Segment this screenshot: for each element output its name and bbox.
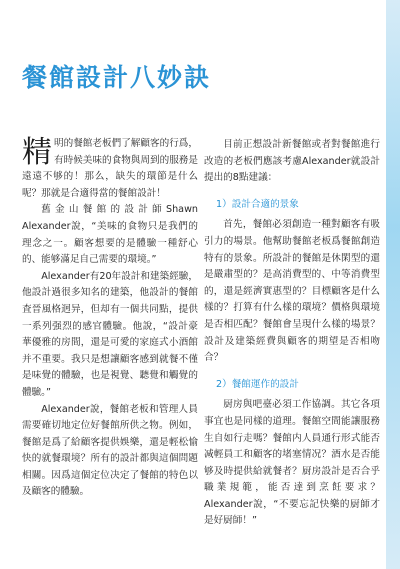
paragraph-intro-text: 明的餐館老板們了解顧客的行爲，有時候美味的食物與周到的服務是遠遠不够的！那么，缺失的環節是什么呢？那就是合適得當的餐館設計！ [22, 138, 198, 199]
section-heading-scene: 1）設計合適的景象 [216, 198, 299, 210]
left-column [22, 136, 198, 501]
drop-cap: 精 [22, 135, 52, 170]
paragraph-positioning: Alexander說，餐館老板和管理人員需要確切地定位好餐館所供之物。例如，餐館是爲了給顧客提供娛樂，還是輕松愉快的就餐環境？所有的設計都與這個問題相關。因爲這個定位决定了餐館的特色以及顧客的體驗。 [22, 403, 198, 498]
page-title: 餐館設計八妙訣 [22, 63, 212, 92]
paragraph-suggestions-intro: 目前正想設計新餐館或者對餐館進行改造的老板們應該考慮Alexander就設計提出的8點建議： [204, 139, 380, 184]
section-body-operation: 厨房與吧臺必須工作協調。其它各項事宜也是同樣的道理。餐館空間能讓服務生自如行走嗎？餐館内人員通行形式能否减輕員工和顧客的堵塞情况？酒水是否能够及時提供給就餐者？厨房設計是否合乎職業規範，能否達到烹飪要求？Alexander說，“不要忘記快樂的厨師才是好厨師！” [204, 399, 380, 527]
section-heading-operation: 2）餐館運作的設計 [216, 378, 299, 390]
paragraph-intro [22, 136, 198, 202]
paragraph-designer-quote: 舊金山餐館的設計師Shawn Alexander說，“美味的食物只是我們的理念之一。顧客想要的是體驗一種舒心的、能够滿足自己需要的環境。” [22, 204, 198, 266]
right-column [204, 137, 380, 530]
paragraph-experience: Alexander有20年設計和建築經驗，他設計過很多知名的建築，他設計的餐館査晉風格迥异，但却有一個共同點，提供一系列强烈的感官體驗。他說，“設計豪華優雅的房間，還是可愛的家庭式小酒館并不重要。我只是想讓顧客感到就餐不僅是味覺的體驗，也是視覺、聽覺和觸覺的體驗。” [22, 270, 198, 398]
section-body-scene: 首先，餐館必須創造一種對顧客有吸引力的場景。他幫助餐館老板爲餐館創造特有的景象。所設計的餐館是休閑型的還是嚴肅型的？是高消費型的、中等消費型的，還是經濟實惠型的？目標顧客是什么樣的？打算有什么樣的環境？價格與環境是否相匹配？餐館會呈現什么樣的場景？設計及建築經費與顧客的期望是否相吻合？ [204, 219, 380, 364]
decorative-side-stripe [386, 0, 400, 569]
